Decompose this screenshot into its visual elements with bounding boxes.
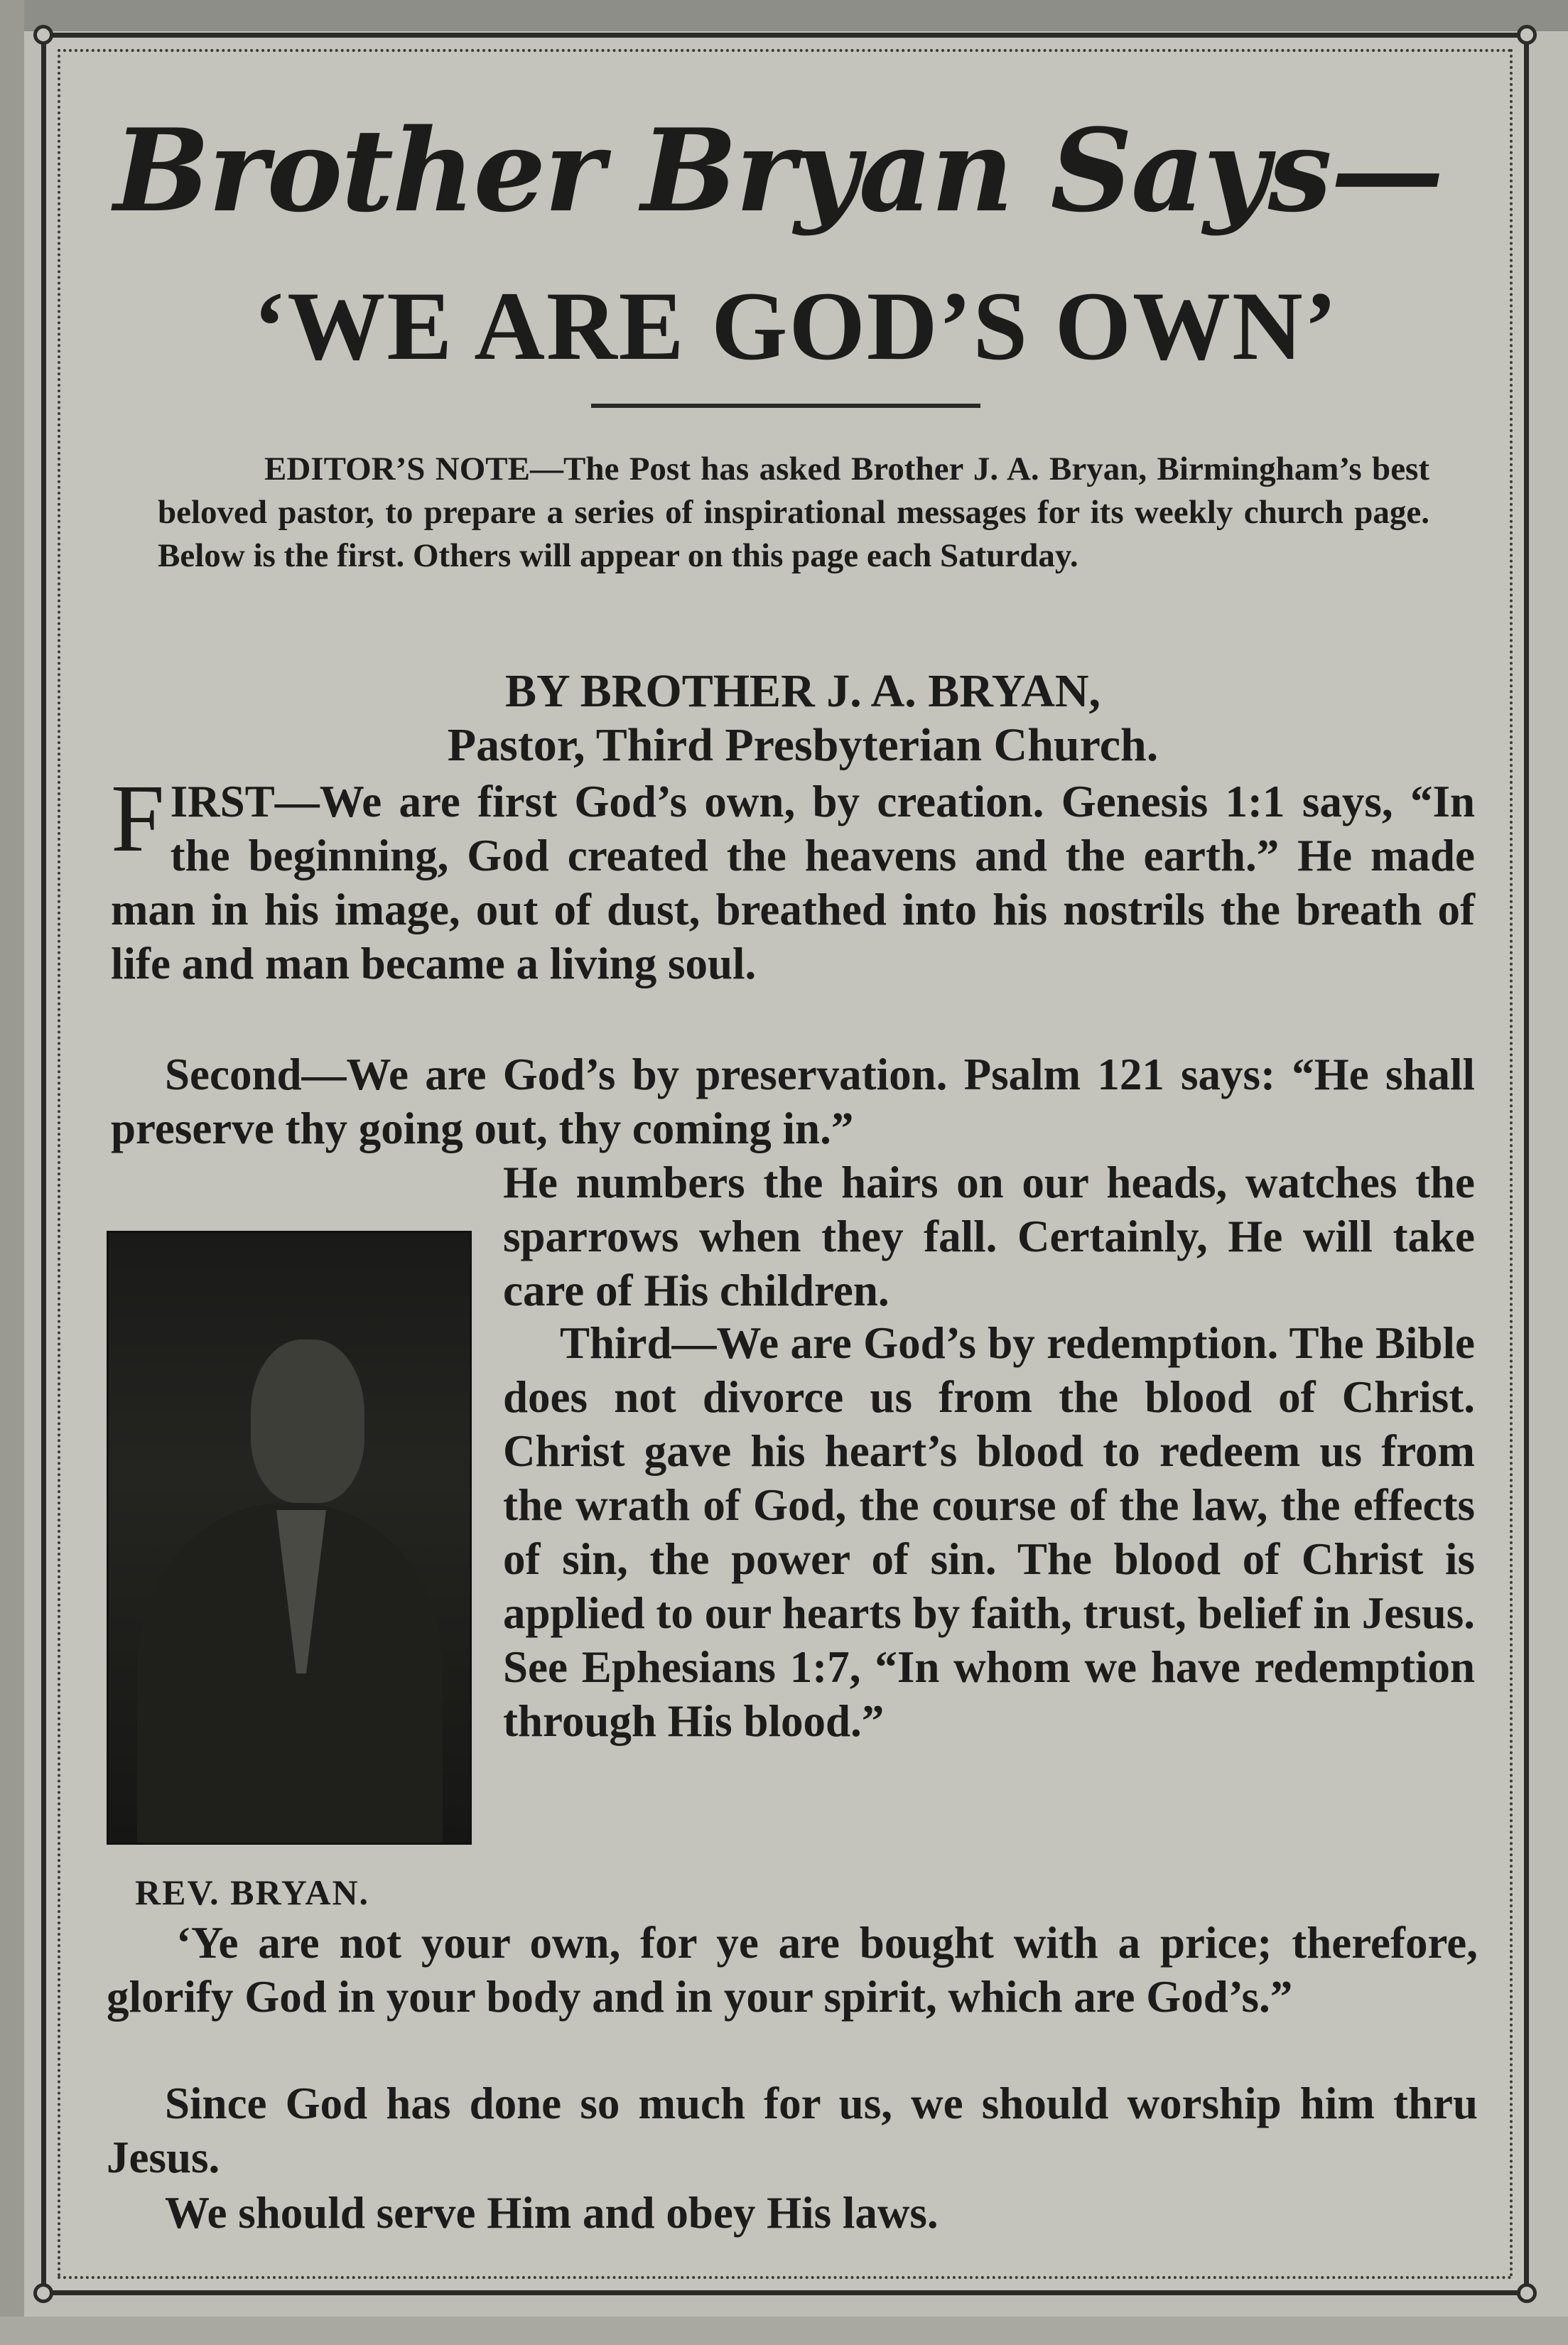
portrait-photo <box>107 1231 472 1845</box>
drop-cap: F <box>111 765 165 872</box>
divider-rule <box>591 404 980 408</box>
scripture-quote: ‘Ye are not your own, for ye are bought with a price; therefore, glorify God in your body and in your spirit, which are God’s.” <box>107 1918 1478 2022</box>
corner-ornament <box>33 25 53 45</box>
adjacent-column-strip <box>0 0 24 2345</box>
paragraph-first <box>111 765 1475 991</box>
paragraph-since: Since God has done so much for us, we should worship him thru Jesus. <box>107 2079 1478 2182</box>
page-top-edge <box>0 0 1568 31</box>
byline-author: BY BROTHER J. A. BRYAN, <box>504 665 1101 717</box>
editor-note: EDITOR’S NOTE—The Post has asked Brother J. A. Bryan, Birmingham’s best beloved pastor, to prepare a series of inspirational messages for its weekly church page. Below is the first. Others will appear on this page each Saturday. <box>158 451 1429 574</box>
paragraph-first-text: IRST—We are first God’s own, by creation. Genesis 1:1 says, “In the beginning, God created the heavens and the earth.” He made man in his image, out of dust, breathed into his nostrils the breath of life and man became a living soul. <box>111 777 1475 988</box>
corner-ornament <box>1517 2283 1537 2303</box>
paragraph-serve: We should serve Him and obey His laws. <box>165 2188 939 2238</box>
byline <box>114 664 1492 772</box>
byline-title: Pastor, Third Presbyterian Church. <box>447 719 1159 771</box>
portrait-head <box>251 1339 364 1503</box>
paragraph-third: Third—We are God’s by redemption. The Bible does not divorce us from the blood of Christ. Christ gave his heart’s blood to redeem us from the wrath of God, the course of the law, the effects of sin, the power of sin. The blood of Christ is applied to our hearts by faith, trust, belief in Jesus. See Ephesians 1:7, “In whom we have redemption through His blood.” <box>503 1318 1475 1746</box>
paragraph-second: Second—We are God’s by preservation. Psalm 121 says: “He shall preserve thy going out, thy coming in.” <box>111 1050 1475 1153</box>
paragraph-second-continued: He numbers the hairs on our heads, watches the sparrows when they fall. Certainly, He will take care of His children. <box>503 1158 1475 1315</box>
corner-ornament <box>1517 25 1537 45</box>
page-bottom-edge <box>0 2317 1568 2345</box>
headline: Brother Bryan Says— <box>114 104 1443 237</box>
photo-caption: REV. BRYAN. <box>135 1872 370 1912</box>
subhead: ‘WE ARE GOD’S OWN’ <box>253 271 1339 380</box>
corner-ornament <box>33 2283 53 2303</box>
